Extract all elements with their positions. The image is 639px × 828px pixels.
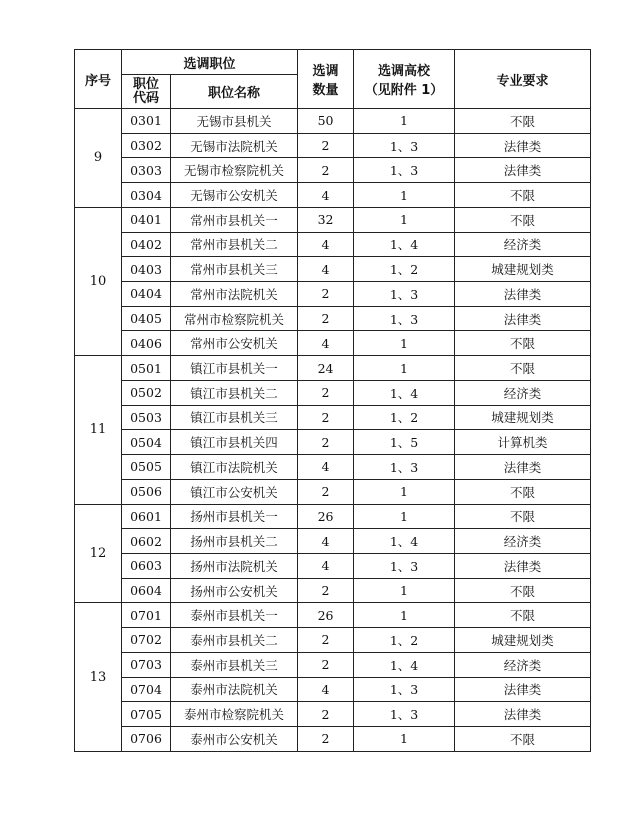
cell-name: 泰州市公安机关	[171, 726, 298, 751]
cell-universities: 1、3	[354, 553, 455, 578]
cell-seq: 13	[75, 603, 122, 751]
cell-major: 不限	[455, 207, 591, 232]
cell-quota: 4	[298, 257, 354, 282]
cell-universities: 1	[354, 578, 455, 603]
cell-major: 不限	[455, 331, 591, 356]
cell-code: 0703	[122, 652, 171, 677]
cell-major: 不限	[455, 603, 591, 628]
cell-quota: 2	[298, 726, 354, 751]
cell-name: 镇江市县机关二	[171, 380, 298, 405]
header-position-group: 选调职位	[122, 50, 298, 75]
cell-quota: 2	[298, 430, 354, 455]
cell-major: 法律类	[455, 306, 591, 331]
cell-name: 镇江市县机关一	[171, 356, 298, 381]
table-row	[75, 306, 591, 331]
cell-major: 城建规划类	[455, 257, 591, 282]
table-row	[75, 504, 591, 529]
cell-quota: 2	[298, 380, 354, 405]
cell-universities: 1、3	[354, 455, 455, 480]
table-row	[75, 109, 591, 134]
cell-major: 不限	[455, 183, 591, 208]
cell-major: 经济类	[455, 380, 591, 405]
table-row	[75, 331, 591, 356]
cell-universities: 1、4	[354, 380, 455, 405]
cell-name: 常州市公安机关	[171, 331, 298, 356]
cell-universities: 1	[354, 504, 455, 529]
cell-quota: 4	[298, 183, 354, 208]
cell-code: 0502	[122, 380, 171, 405]
cell-code: 0302	[122, 133, 171, 158]
cell-code: 0503	[122, 405, 171, 430]
cell-code: 0505	[122, 455, 171, 480]
table-row	[75, 603, 591, 628]
cell-universities: 1、3	[354, 702, 455, 727]
cell-quota: 2	[298, 158, 354, 183]
table-row	[75, 183, 591, 208]
cell-seq: 9	[75, 109, 122, 208]
cell-quota: 2	[298, 405, 354, 430]
cell-major: 不限	[455, 504, 591, 529]
header-major: 专业要求	[455, 50, 591, 109]
cell-major: 经济类	[455, 652, 591, 677]
header-seq: 序号	[75, 50, 122, 109]
cell-major: 计算机类	[455, 430, 591, 455]
cell-name: 无锡市县机关	[171, 109, 298, 134]
cell-code: 0403	[122, 257, 171, 282]
header-position-name: 职位名称	[171, 75, 298, 109]
cell-major: 不限	[455, 356, 591, 381]
cell-universities: 1、3	[354, 282, 455, 307]
table-row	[75, 455, 591, 480]
cell-code: 0402	[122, 232, 171, 257]
table-row	[75, 726, 591, 751]
cell-universities: 1、4	[354, 652, 455, 677]
cell-name: 泰州市县机关三	[171, 652, 298, 677]
table-row	[75, 553, 591, 578]
cell-name: 镇江市县机关三	[171, 405, 298, 430]
cell-name: 常州市县机关一	[171, 207, 298, 232]
table-row	[75, 677, 591, 702]
cell-quota: 50	[298, 109, 354, 134]
cell-universities: 1	[354, 183, 455, 208]
cell-name: 常州市检察院机关	[171, 306, 298, 331]
cell-quota: 2	[298, 133, 354, 158]
cell-name: 无锡市检察院机关	[171, 158, 298, 183]
header-position-code	[122, 75, 171, 109]
cell-name: 常州市县机关二	[171, 232, 298, 257]
cell-major: 不限	[455, 109, 591, 134]
cell-universities: 1	[354, 726, 455, 751]
cell-name: 常州市法院机关	[171, 282, 298, 307]
table-row	[75, 232, 591, 257]
cell-name: 扬州市县机关二	[171, 529, 298, 554]
cell-name: 无锡市公安机关	[171, 183, 298, 208]
cell-major: 城建规划类	[455, 405, 591, 430]
cell-universities: 1、2	[354, 257, 455, 282]
table-row	[75, 158, 591, 183]
header-quota-line1: 选调	[312, 64, 339, 79]
table-row	[75, 479, 591, 504]
cell-major: 经济类	[455, 232, 591, 257]
cell-major: 城建规划类	[455, 628, 591, 653]
cell-universities: 1、3	[354, 133, 455, 158]
cell-seq: 11	[75, 356, 122, 504]
header-universities-line1: 选调高校	[378, 64, 431, 79]
header-quota	[298, 50, 354, 109]
table-body	[75, 109, 591, 752]
cell-universities: 1	[354, 356, 455, 381]
cell-universities: 1、2	[354, 405, 455, 430]
cell-code: 0504	[122, 430, 171, 455]
cell-quota: 2	[298, 306, 354, 331]
table-header	[75, 50, 591, 109]
cell-universities: 1、3	[354, 306, 455, 331]
header-universities-line2: （见附件 1）	[364, 83, 444, 98]
cell-code: 0405	[122, 306, 171, 331]
recruitment-table	[74, 49, 591, 752]
cell-quota: 26	[298, 504, 354, 529]
cell-major: 法律类	[455, 702, 591, 727]
cell-quota: 2	[298, 628, 354, 653]
cell-major: 法律类	[455, 282, 591, 307]
cell-name: 扬州市公安机关	[171, 578, 298, 603]
cell-quota: 26	[298, 603, 354, 628]
header-universities	[354, 50, 455, 109]
cell-code: 0704	[122, 677, 171, 702]
cell-seq: 12	[75, 504, 122, 603]
cell-quota: 2	[298, 282, 354, 307]
cell-code: 0706	[122, 726, 171, 751]
cell-quota: 4	[298, 331, 354, 356]
cell-name: 泰州市县机关二	[171, 628, 298, 653]
table-row	[75, 282, 591, 307]
table-row	[75, 578, 591, 603]
cell-code: 0404	[122, 282, 171, 307]
cell-universities: 1、3	[354, 677, 455, 702]
cell-universities: 1	[354, 207, 455, 232]
cell-code: 0406	[122, 331, 171, 356]
cell-name: 泰州市检察院机关	[171, 702, 298, 727]
cell-quota: 2	[298, 479, 354, 504]
cell-universities: 1	[354, 331, 455, 356]
cell-major: 法律类	[455, 158, 591, 183]
cell-quota: 32	[298, 207, 354, 232]
cell-quota: 24	[298, 356, 354, 381]
cell-code: 0603	[122, 553, 171, 578]
cell-major: 法律类	[455, 133, 591, 158]
cell-universities: 1、3	[354, 158, 455, 183]
table-row	[75, 207, 591, 232]
cell-code: 0702	[122, 628, 171, 653]
cell-name: 无锡市法院机关	[171, 133, 298, 158]
cell-universities: 1、4	[354, 232, 455, 257]
cell-code: 0501	[122, 356, 171, 381]
table-row	[75, 133, 591, 158]
cell-code: 0601	[122, 504, 171, 529]
header-code-line2: 代码	[132, 90, 159, 106]
table-row	[75, 702, 591, 727]
cell-major: 法律类	[455, 455, 591, 480]
cell-quota: 2	[298, 652, 354, 677]
cell-universities: 1、4	[354, 529, 455, 554]
cell-code: 0602	[122, 529, 171, 554]
cell-code: 0604	[122, 578, 171, 603]
table-row	[75, 257, 591, 282]
cell-code: 0301	[122, 109, 171, 134]
cell-universities: 1、2	[354, 628, 455, 653]
cell-code: 0705	[122, 702, 171, 727]
cell-quota: 4	[298, 677, 354, 702]
cell-name: 扬州市法院机关	[171, 553, 298, 578]
table-row	[75, 380, 591, 405]
cell-code: 0304	[122, 183, 171, 208]
cell-name: 镇江市法院机关	[171, 455, 298, 480]
cell-major: 不限	[455, 578, 591, 603]
table-row	[75, 628, 591, 653]
cell-major: 不限	[455, 479, 591, 504]
cell-major: 不限	[455, 726, 591, 751]
cell-quota: 2	[298, 702, 354, 727]
cell-code: 0401	[122, 207, 171, 232]
cell-quota: 4	[298, 232, 354, 257]
cell-code: 0701	[122, 603, 171, 628]
cell-major: 法律类	[455, 553, 591, 578]
cell-universities: 1	[354, 109, 455, 134]
cell-name: 泰州市法院机关	[171, 677, 298, 702]
cell-name: 泰州市县机关一	[171, 603, 298, 628]
table-row	[75, 356, 591, 381]
cell-seq: 10	[75, 207, 122, 355]
cell-universities: 1、5	[354, 430, 455, 455]
header-code-line1: 职位	[132, 76, 159, 92]
cell-name: 镇江市县机关四	[171, 430, 298, 455]
cell-quota: 4	[298, 529, 354, 554]
cell-major: 经济类	[455, 529, 591, 554]
cell-name: 扬州市县机关一	[171, 504, 298, 529]
table-row	[75, 405, 591, 430]
cell-quota: 2	[298, 578, 354, 603]
cell-major: 法律类	[455, 677, 591, 702]
cell-name: 镇江市公安机关	[171, 479, 298, 504]
table-row	[75, 430, 591, 455]
cell-code: 0506	[122, 479, 171, 504]
cell-quota: 4	[298, 455, 354, 480]
cell-universities: 1	[354, 603, 455, 628]
table-row	[75, 652, 591, 677]
header-quota-line2: 数量	[312, 83, 339, 98]
cell-name: 常州市县机关三	[171, 257, 298, 282]
cell-quota: 4	[298, 553, 354, 578]
cell-code: 0303	[122, 158, 171, 183]
cell-universities: 1	[354, 479, 455, 504]
table-row	[75, 529, 591, 554]
